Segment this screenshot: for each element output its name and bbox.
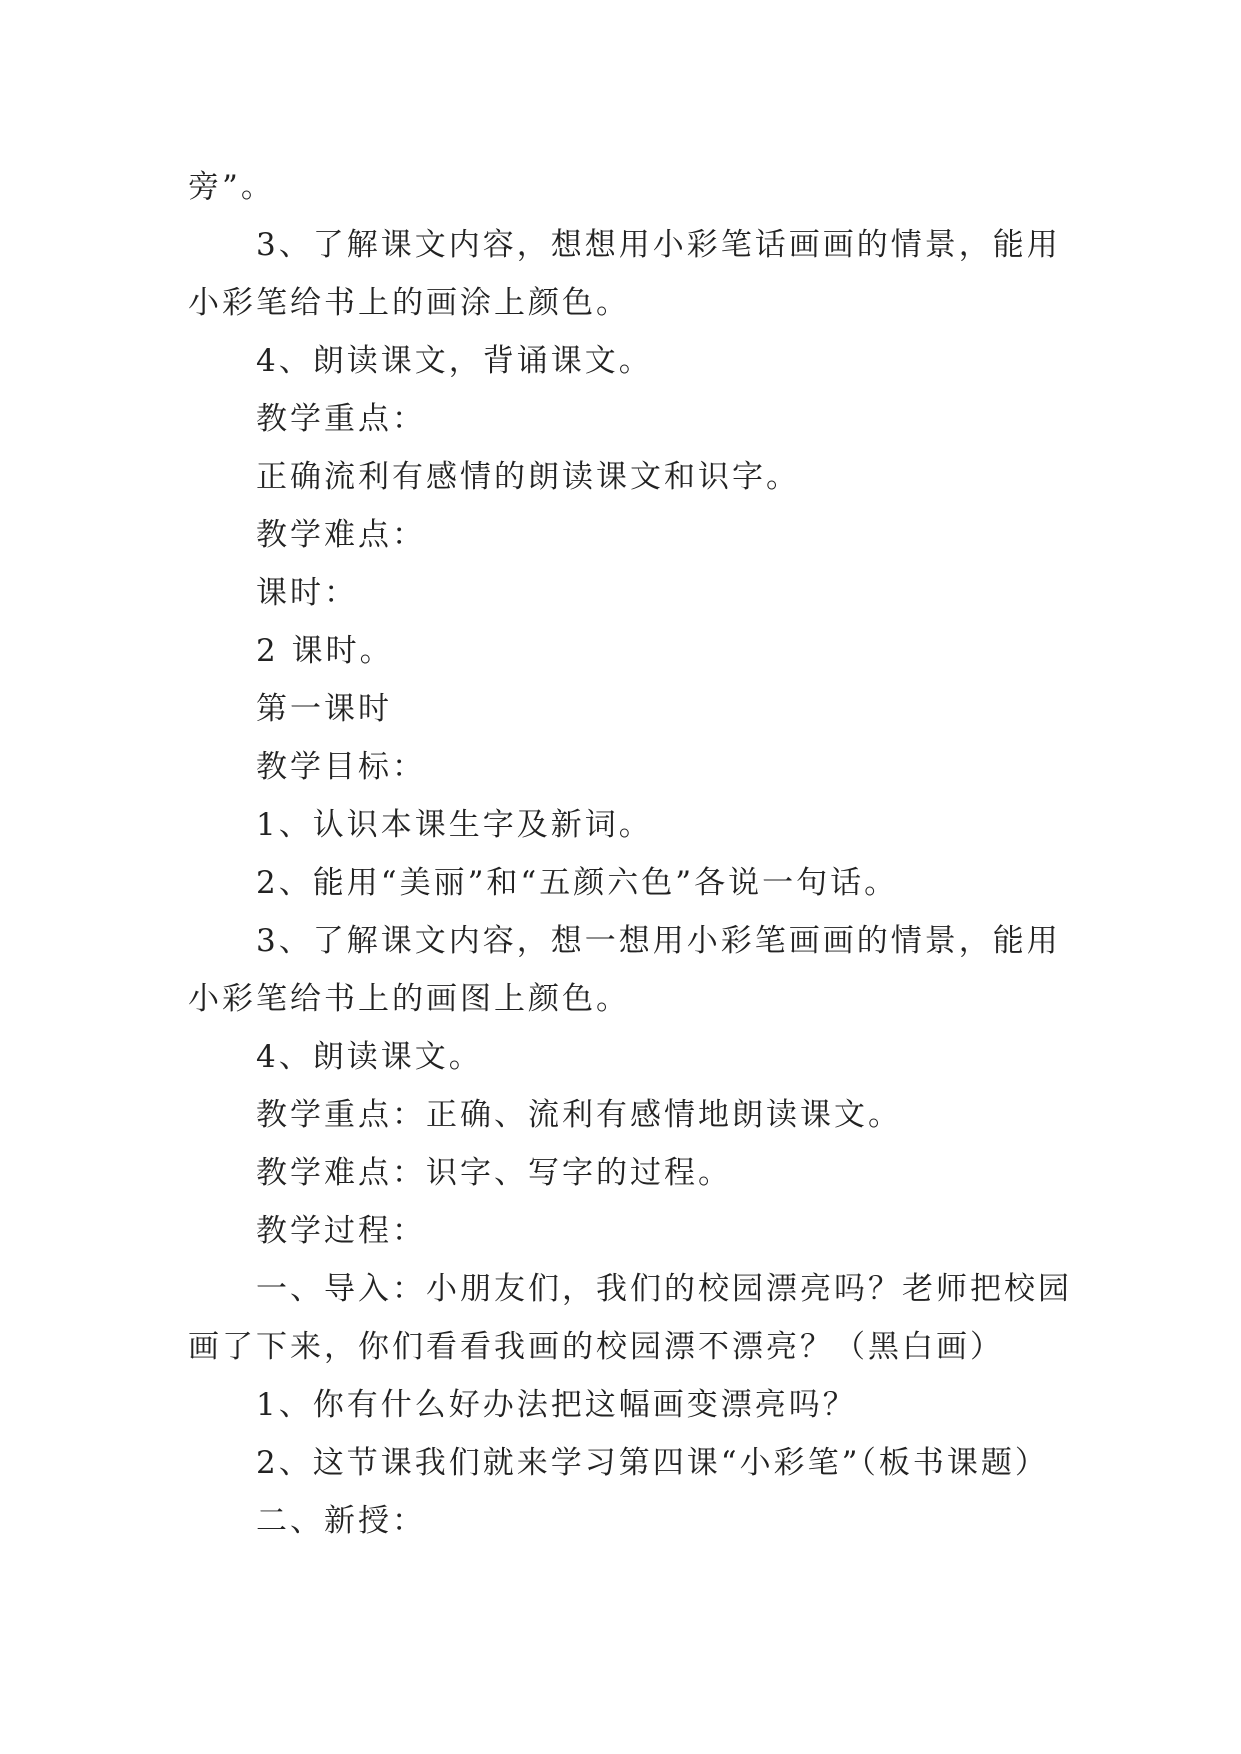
section-heading: 教学目标： <box>256 749 426 785</box>
text-line: 正确流利有感情的朗读课文和识字。 <box>256 459 800 495</box>
text-line: 旁”。 <box>188 169 275 205</box>
section-heading: 课时： <box>256 575 358 611</box>
text-line: 教学重点：正确、流利有感情地朗读课文。 <box>256 1097 902 1133</box>
text-line: 3、了解课文内容，想一想用小彩笔画画的情景，能用 <box>256 923 1061 959</box>
document-body <box>188 158 1072 1550</box>
section-heading: 第一课时 <box>256 691 392 727</box>
text-line: 教学难点：识字、写字的过程。 <box>256 1155 732 1191</box>
section-heading: 教学过程： <box>256 1213 426 1249</box>
text-line: 4、朗读课文，背诵课文。 <box>256 343 653 379</box>
text-line: 小彩笔给书上的画图上颜色。 <box>188 981 630 1017</box>
text-line: 1、认识本课生字及新词。 <box>256 807 653 843</box>
text-line: 画了下来，你们看看我画的校园漂不漂亮？（黑白画） <box>188 1329 1004 1365</box>
text-line: 2、这节课我们就来学习第四课“小彩笔”（板书课题） <box>256 1445 1049 1481</box>
text-line: 一、导入：小朋友们，我们的校园漂亮吗？老师把校园 <box>256 1271 1072 1307</box>
text-line: 2、能用“美丽”和“五颜六色”各说一句话。 <box>256 865 899 901</box>
section-heading: 教学重点： <box>256 401 426 437</box>
section-heading: 教学难点： <box>256 517 426 553</box>
text-line: 小彩笔给书上的画涂上颜色。 <box>188 285 630 321</box>
text-line: 3、了解课文内容，想想用小彩笔话画画的情景，能用 <box>256 227 1061 263</box>
text-line: 4、朗读课文。 <box>256 1039 483 1075</box>
section-heading: 二、新授： <box>256 1503 426 1539</box>
text-line: 2 课时。 <box>256 633 394 669</box>
text-line: 1、你有什么好办法把这幅画变漂亮吗？ <box>256 1387 857 1423</box>
